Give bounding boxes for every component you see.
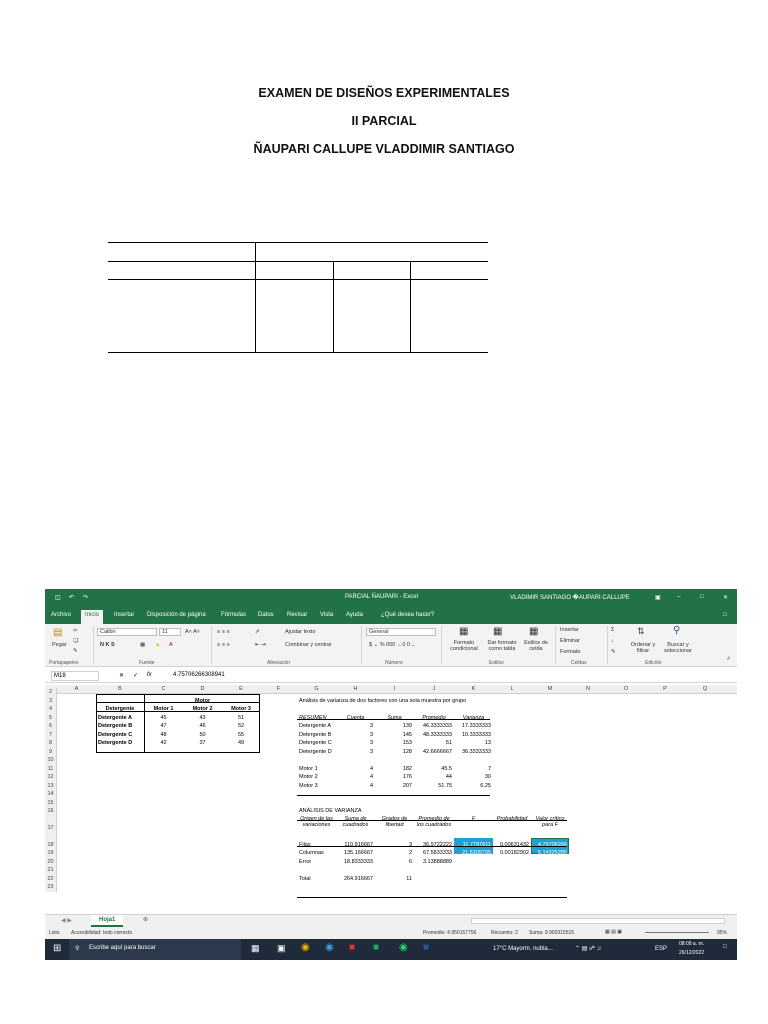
summary-cell[interactable]: 17.3333333 [461, 723, 491, 729]
redo-icon[interactable]: ↷ [83, 595, 89, 601]
summary-cell[interactable]: 36.3333333 [461, 748, 491, 755]
pdf-icon[interactable]: ■ [349, 942, 356, 953]
row-header-23[interactable]: 23 [45, 883, 57, 892]
anova-cell[interactable]: 11.7787611 [462, 841, 491, 848]
data-cell[interactable]: 46 [199, 723, 206, 729]
anova-cell[interactable]: 0.00631432 [499, 841, 529, 848]
data-cell[interactable]: 42 [160, 740, 167, 746]
status-sum: Suma: 9.900315515 [529, 930, 575, 936]
exam-subtitle: II PARCIAL [351, 114, 417, 128]
summary-cell[interactable]: 46.3333333 [422, 723, 452, 729]
group-portapapeles: Portapapeles [49, 660, 79, 666]
formula-input[interactable]: 4.75706266308941 [173, 672, 225, 678]
data-table-header[interactable]: Motor 3 [231, 706, 251, 712]
summary-cell[interactable]: 4 [369, 765, 373, 772]
summary-header[interactable]: Promedio [422, 714, 446, 721]
ribbon-display-icon[interactable]: ▣ [655, 595, 661, 601]
row-header-8[interactable]: 8 [45, 739, 57, 748]
summary-cell[interactable]: 3 [369, 731, 373, 738]
number-format-value: General [369, 629, 389, 635]
status-bar [45, 927, 737, 939]
clock-time[interactable]: 08:09 a. m. [679, 941, 705, 947]
formula-bar [45, 669, 737, 683]
anova-cell[interactable]: 0.00182902 [499, 850, 529, 856]
row-label[interactable]: Detergente B [98, 723, 133, 729]
windows-start-icon[interactable]: ⊞ [53, 943, 62, 954]
format-painter-icon[interactable]: ✎ [73, 648, 78, 654]
comments-icon[interactable]: □ [723, 612, 727, 618]
summary-header[interactable]: Varianza [462, 714, 485, 721]
data-table-header[interactable]: Detergente [105, 706, 135, 712]
column-header-q[interactable]: Q [702, 686, 708, 692]
exam-title: EXAMEN DE DISEÑOS EXPERIMENTALES [258, 86, 510, 100]
word-icon[interactable]: ■ [423, 942, 430, 953]
column-header-p[interactable]: P [663, 686, 667, 692]
summary-cell[interactable]: 3 [369, 740, 373, 746]
tab-disposicion[interactable]: Disposición de página [147, 612, 206, 618]
column-header-i[interactable]: I [393, 686, 396, 692]
summary-cell[interactable]: 3 [369, 723, 373, 729]
summary-cell[interactable]: Detergente C [299, 740, 332, 746]
group-estilos: Estilos [489, 660, 504, 666]
table-divider [333, 261, 334, 352]
zoom-slider[interactable] [645, 932, 709, 933]
minimize-icon[interactable]: – [677, 594, 681, 600]
summary-cell[interactable]: 51.75 [438, 782, 452, 789]
chrome-icon[interactable]: ◉ [301, 942, 310, 953]
anova-header[interactable]: F [471, 815, 476, 822]
excel-screenshot [45, 589, 737, 960]
font-name-value: Calibri [100, 629, 116, 635]
anova-total-cell[interactable]: 264.916667 [343, 875, 373, 882]
anova-cell[interactable]: Filas [299, 841, 311, 848]
row-label[interactable]: Detergente C [98, 731, 133, 738]
paste-button[interactable]: Pegar [52, 642, 67, 648]
summary-cell[interactable]: 4 [369, 782, 373, 789]
table-rule [108, 261, 488, 262]
data-table-header[interactable]: Motor 2 [192, 706, 213, 712]
enter-icon[interactable]: ✓ [133, 673, 139, 679]
undo-icon[interactable]: ↶ [69, 595, 75, 601]
summary-cell[interactable]: Detergente D [299, 748, 332, 755]
system-tray-icons[interactable]: ⌃ ▤ ☍ ♫ [575, 946, 602, 952]
worksheet-grid[interactable] [45, 689, 737, 914]
format-as-table-button[interactable]: Dar formato como tabla [487, 640, 517, 652]
table-rule [108, 352, 488, 353]
tab-revisar[interactable]: Revisar [287, 612, 308, 618]
row-header-18[interactable]: 18 [45, 841, 57, 850]
data-table-header[interactable]: Motor 1 [153, 706, 174, 712]
ribbon-separator [441, 626, 442, 664]
empty-table [108, 242, 488, 354]
column-headers [45, 685, 737, 694]
font-style-buttons[interactable]: N K S [100, 642, 115, 648]
file-explorer-icon[interactable]: ▣ [277, 943, 286, 953]
collapse-ribbon-icon[interactable]: ˄ [727, 656, 731, 662]
font-color-icon[interactable]: A [169, 642, 173, 648]
autosum-icon[interactable]: Σ [611, 627, 615, 633]
group-celdas: Celdas [571, 660, 587, 666]
format-cells-button[interactable]: Formato [560, 649, 581, 655]
ribbon-separator [607, 626, 608, 664]
student-name: ÑAUPARI CALLUPE VLADDIMIR SANTIAGO [253, 142, 515, 156]
tab-inicio[interactable]: Inicio [81, 610, 103, 624]
orientation-icon[interactable]: ⇗ [255, 629, 260, 635]
sheet-tab-bar [45, 914, 737, 927]
row-header-6[interactable]: 6 [45, 722, 57, 731]
group-numero: Número [385, 660, 403, 666]
cell-styles-icon[interactable]: ▦ [529, 626, 539, 637]
anova-cell[interactable]: 36.9722222 [422, 841, 452, 848]
cell-styles-button[interactable]: Estilos de celda [524, 640, 548, 652]
anova-cell[interactable]: 6 [408, 858, 412, 865]
motor-group-header[interactable]: Motor [194, 697, 211, 704]
anova-total-cell[interactable]: Total [299, 875, 311, 882]
status-ready: Listo [49, 930, 60, 936]
column-header-n[interactable]: N [586, 686, 590, 692]
weather-widget[interactable]: 17°C Mayorm. nubla... [493, 946, 553, 952]
copy-icon[interactable]: ❏ [73, 638, 78, 644]
view-buttons-icon[interactable]: ▦ ▤ ▣ [605, 929, 622, 935]
row-header-10[interactable]: 10 [45, 756, 57, 765]
anova-header[interactable]: Origen de las variaciones [300, 815, 333, 828]
anova-cell[interactable]: 5.14325285 [537, 850, 567, 856]
anova-cell[interactable]: 21.5309735 [461, 850, 491, 856]
paste-icon[interactable]: ▤ [53, 627, 63, 638]
tab-insertar[interactable]: Insertar [114, 612, 135, 618]
column-header-m[interactable]: M [547, 686, 553, 692]
group-edicion: Edición [645, 660, 662, 666]
align-top-icon[interactable]: ≡ ≡ ≡ [217, 629, 230, 635]
row-header-15[interactable]: 15 [45, 799, 57, 808]
windows-taskbar [45, 939, 737, 960]
zoom-level[interactable]: 95% [717, 930, 728, 936]
summary-cell[interactable]: Motor 2 [299, 774, 318, 780]
summary-cell[interactable]: Detergente B [299, 731, 332, 738]
data-cell[interactable]: 51 [237, 714, 245, 721]
anova-total-cell[interactable]: 11 [406, 875, 412, 882]
data-cell[interactable]: 48 [160, 731, 167, 738]
edge-icon[interactable]: ◉ [325, 942, 334, 953]
summary-cell[interactable]: 176 [402, 774, 412, 780]
tab-archivo[interactable]: Archivo [51, 612, 72, 618]
maximize-icon[interactable]: □ [700, 594, 704, 600]
taskbar-search-placeholder: Escribe aquí para buscar [89, 945, 156, 951]
fill-icon[interactable]: ↓ [611, 638, 614, 644]
anova-header[interactable]: Grados de libertad [381, 815, 408, 828]
tab-ayuda[interactable]: Ayuda [346, 612, 363, 618]
summary-header[interactable]: Cuenta [346, 714, 365, 721]
ribbon-separator [555, 626, 556, 664]
column-header-a[interactable]: A [74, 686, 79, 692]
find-icon[interactable]: ⚲ [673, 625, 681, 636]
data-cell[interactable]: 50 [199, 731, 206, 738]
anova-cell[interactable]: 67.5833333 [422, 850, 452, 856]
input-language[interactable]: ESP [655, 946, 668, 952]
summary-header[interactable]: RESUMEN [299, 714, 327, 721]
task-view-icon[interactable]: ▦ [251, 943, 260, 953]
summary-cell[interactable]: 45.5 [441, 765, 452, 772]
data-cell[interactable]: 52 [237, 723, 245, 729]
data-cell[interactable]: 47 [160, 723, 167, 729]
insert-cells-button[interactable]: Insertar [560, 627, 579, 633]
status-count: Recuento: 2 [491, 930, 518, 936]
cancel-icon[interactable]: ✕ [119, 673, 125, 679]
anova-cell[interactable]: 135.166667 [343, 850, 373, 856]
summary-cell[interactable]: 3 [369, 748, 373, 755]
ribbon-separator [211, 626, 212, 664]
conditional-format-button[interactable]: Formato condicional [450, 640, 478, 652]
group-fuente: Fuente [139, 660, 155, 666]
conditional-format-icon[interactable]: ▦ [459, 626, 469, 637]
anova-cell[interactable]: Columnas [299, 850, 324, 856]
row-header-17[interactable]: 17 [45, 816, 57, 841]
anova-cell[interactable]: 110.916667 [344, 841, 373, 848]
name-box[interactable]: M18 [51, 671, 99, 681]
accounting-format-icon[interactable]: $ ⌄ % 000 ←0 0→ [369, 642, 416, 648]
group-alineacion: Alineación [267, 660, 291, 666]
anova-cell[interactable]: 2 [408, 850, 412, 856]
column-header-c[interactable]: C [161, 686, 166, 692]
sheet-tab-hoja1[interactable]: Hoja1 [91, 915, 123, 927]
delete-cells-button[interactable]: Eliminar [560, 638, 580, 644]
data-cell[interactable]: 45 [160, 714, 167, 721]
summary-rule [297, 795, 490, 796]
ribbon [45, 624, 737, 667]
summary-cell[interactable]: Motor 1 [299, 765, 318, 772]
cut-icon[interactable]: ✂ [73, 628, 78, 634]
wrap-text-button[interactable]: Ajustar texto [285, 629, 316, 635]
anova-title[interactable]: Análisis de varianza de dos factores con una sola muestra por grupo [299, 697, 467, 704]
column-header-e[interactable]: E [239, 686, 243, 692]
summary-cell[interactable]: 153 [402, 740, 412, 746]
row-header-16[interactable]: 16 [45, 807, 57, 816]
row-header-21[interactable]: 21 [45, 866, 57, 875]
summary-header[interactable]: Suma [387, 714, 402, 721]
column-header-g[interactable]: G [314, 686, 319, 692]
table-rule [108, 279, 488, 280]
grow-font-icon[interactable]: A˄ A˅ [185, 629, 200, 635]
data-cell[interactable]: 49 [237, 740, 245, 746]
sort-filter-button[interactable]: Ordenar y filtrar [630, 642, 656, 654]
anova-cell[interactable]: Error [299, 858, 312, 865]
data-cell[interactable]: 55 [237, 731, 245, 738]
data-table-rule [96, 702, 260, 703]
row-label[interactable]: Detergente A [98, 714, 133, 721]
whatsapp-icon[interactable]: ◉ [399, 942, 408, 953]
row-header-19[interactable]: 19 [45, 849, 57, 858]
sheet-nav-icon[interactable]: ◀ ▶ [61, 918, 72, 924]
notifications-icon[interactable]: □ [723, 944, 727, 950]
column-header-h[interactable]: H [353, 686, 358, 692]
ribbon-separator [361, 626, 362, 664]
row-header-4[interactable]: 4 [45, 705, 57, 714]
clear-icon[interactable]: ✎ [611, 649, 616, 655]
tab-vista[interactable]: Vista [320, 612, 334, 618]
horizontal-scrollbar[interactable] [471, 918, 725, 924]
row-header-7[interactable]: 7 [45, 731, 57, 740]
summary-cell[interactable]: 44 [445, 774, 452, 780]
tab-formulas[interactable]: Fórmulas [221, 612, 247, 618]
anova-header[interactable]: Valor crítico para F [535, 815, 565, 828]
summary-cell[interactable]: 10.3333333 [461, 731, 491, 738]
column-header-l[interactable]: L [510, 686, 514, 692]
summary-cell[interactable]: 182 [402, 765, 412, 772]
row-label[interactable]: Detergente D [98, 740, 133, 746]
data-table-rule [144, 694, 145, 753]
anova-header[interactable]: Promedio de los cuadrados [416, 815, 452, 828]
anova-rule [297, 897, 567, 898]
row-header-2[interactable]: 2 [45, 688, 57, 697]
anova-cell[interactable]: 3 [408, 841, 412, 848]
status-average: Promedio: 4.950157756 [423, 930, 477, 936]
tab-datos[interactable]: Datos [258, 612, 274, 618]
summary-cell[interactable]: 139 [402, 723, 412, 729]
clock-date[interactable]: 26/12/2022 [679, 950, 705, 956]
borders-icon[interactable]: ▦ [140, 642, 146, 648]
column-header-d[interactable]: D [200, 686, 205, 692]
save-icon[interactable]: ◫ [55, 595, 61, 601]
row-header-13[interactable]: 13 [45, 782, 57, 791]
column-header-b[interactable]: B [118, 686, 122, 692]
find-select-button[interactable]: Buscar y seleccionar [664, 642, 692, 654]
table-divider [410, 261, 411, 352]
column-header-j[interactable]: J [432, 686, 436, 692]
excel-taskbar-icon[interactable]: ■ [373, 942, 380, 953]
window-title: PARCIAL ÑAUPARI - Excel [345, 594, 418, 600]
table-rule [108, 242, 488, 243]
data-cell[interactable]: 37 [199, 740, 206, 746]
row-header-5[interactable]: 5 [45, 714, 57, 723]
summary-cell[interactable]: 145 [402, 731, 412, 738]
data-cell[interactable]: 43 [199, 714, 206, 721]
summary-cell[interactable]: Detergente A [299, 723, 332, 729]
row-header-11[interactable]: 11 [45, 765, 57, 774]
summary-cell[interactable]: Motor 3 [299, 782, 318, 789]
summary-cell[interactable]: 6.25 [480, 782, 491, 789]
summary-cell[interactable]: 207 [402, 782, 412, 789]
tell-me-search[interactable]: ¿Qué desea hacer? [381, 612, 435, 618]
row-header-9[interactable]: 9 [45, 748, 57, 757]
column-header-o[interactable]: O [623, 686, 629, 692]
merge-center-button[interactable]: Combinar y centrar [285, 642, 332, 648]
add-sheet-icon[interactable]: ⊕ [143, 917, 149, 923]
summary-cell[interactable]: 42.6666667 [422, 748, 452, 755]
excel-titlebar [45, 589, 737, 608]
summary-cell[interactable]: 128 [402, 748, 412, 755]
close-icon[interactable]: ✕ [723, 595, 729, 601]
search-icon: ⚲ [75, 946, 80, 952]
fill-color-icon[interactable]: ▲ [155, 642, 161, 648]
ribbon-separator [93, 626, 94, 664]
indent-icon[interactable]: ⇤ ⇥ [255, 642, 266, 648]
anova-header[interactable]: Suma de cuadrados [342, 815, 369, 828]
font-size-value: 11 [162, 629, 168, 635]
summary-cell[interactable]: 30 [484, 774, 491, 780]
summary-cell[interactable]: 4 [369, 774, 373, 780]
summary-cell[interactable]: 7 [487, 765, 491, 772]
row-header-20[interactable]: 20 [45, 858, 57, 867]
summary-cell[interactable]: 48.3333333 [422, 731, 452, 738]
summary-cell[interactable]: 51 [445, 740, 452, 746]
row-header-22[interactable]: 22 [45, 875, 57, 884]
row-header-12[interactable]: 12 [45, 773, 57, 782]
anova-cell[interactable]: 18.8333333 [343, 858, 373, 865]
summary-cell[interactable]: 13 [484, 740, 491, 746]
sort-filter-icon[interactable]: ⇅ [637, 626, 645, 636]
align-left-icon[interactable]: ≡ ≡ ≡ [217, 642, 230, 648]
accessibility-status[interactable]: Accesibilidad: todo correcto [71, 930, 133, 936]
ribbon-tabs [45, 608, 737, 624]
anova-cell[interactable]: 4.75706266 [537, 841, 567, 848]
user-name[interactable]: VLADIMIR SANTIAGO �AUPARI CALLUPE [510, 595, 630, 601]
format-table-icon[interactable]: ▦ [493, 626, 503, 637]
column-header-f[interactable]: F [276, 686, 281, 692]
table-divider [255, 242, 256, 352]
anova-header[interactable]: Probabilidad [496, 815, 528, 822]
anova-cell[interactable]: 3.13888889 [422, 858, 452, 865]
row-header-14[interactable]: 14 [45, 790, 57, 799]
anova-section-title[interactable]: ANÁLISIS DE VARIANZA [299, 808, 362, 814]
column-header-k[interactable]: K [471, 686, 476, 692]
insert-function-icon[interactable]: fx [147, 672, 152, 678]
row-header-3[interactable]: 3 [45, 697, 57, 706]
